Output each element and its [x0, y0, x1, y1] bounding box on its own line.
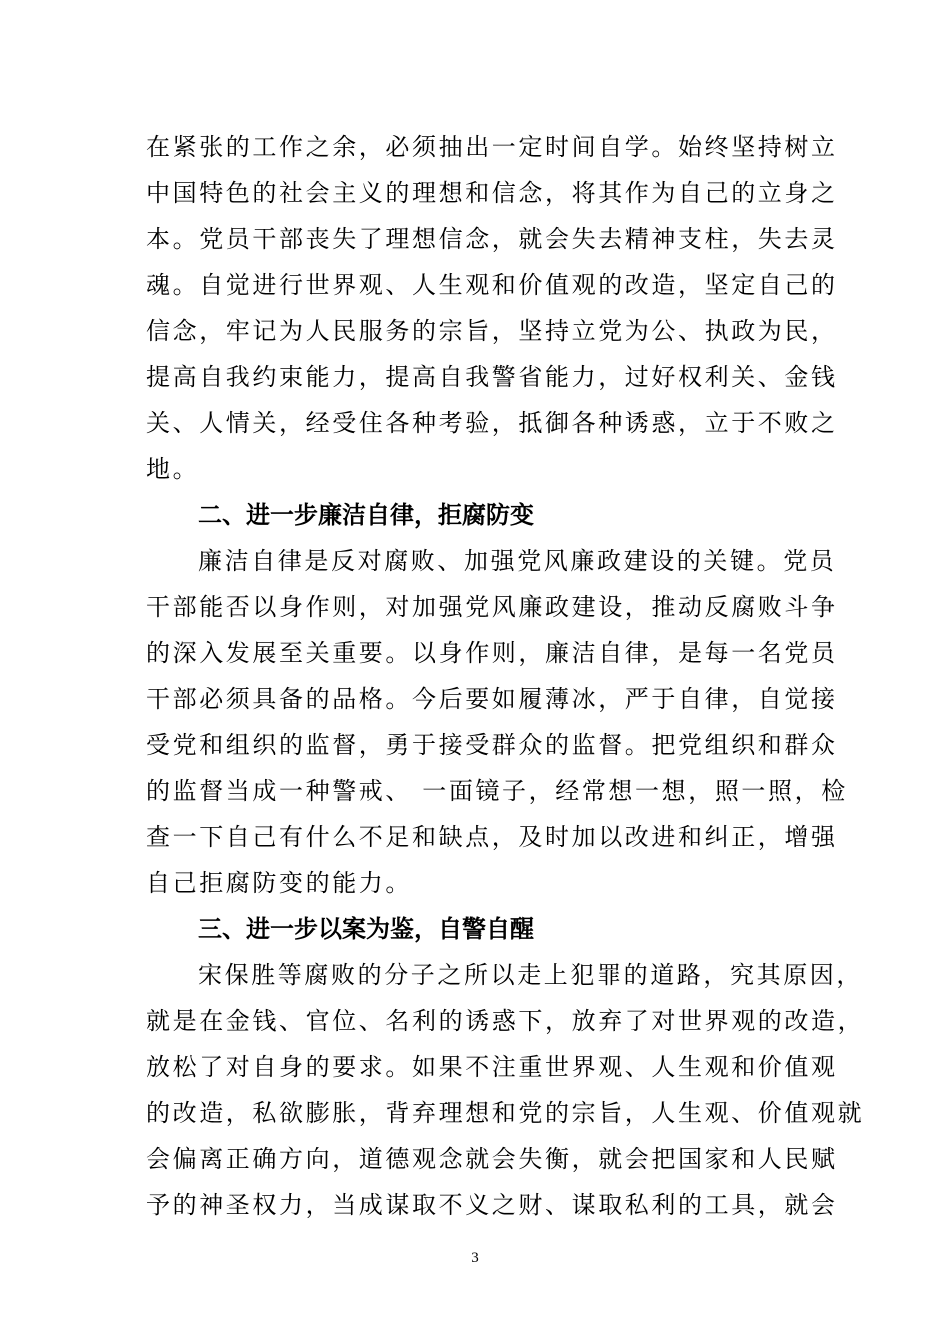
text-line: 自己拒腐防变的能力。: [146, 869, 412, 897]
text-line: 的监督当成一种警戒、 一面镜子，经常想一想，照一照，检: [146, 777, 848, 805]
text-line: 中国特色的社会主义的理想和信念，将其作为自己的立身之: [146, 179, 838, 207]
section-heading-2: 二、进一步廉洁自律，拒腐防变: [198, 501, 534, 529]
text-line: 地。: [146, 455, 200, 483]
text-line: 的深入发展至关重要。以身作则，廉洁自律，是每一名党员: [146, 639, 838, 667]
paragraph-section1-tail: [146, 124, 838, 492]
section-heading-3: 三、进一步以案为鉴，自警自醒: [198, 915, 534, 943]
text-line: 本。党员干部丧失了理想信念，就会失去精神支柱，失去灵: [146, 225, 838, 253]
text-line: 受党和组织的监督，勇于接受群众的监督。把党组织和群众: [146, 731, 838, 759]
text-line: 干部必须具备的品格。今后要如履薄冰，严于自律，自觉接: [146, 685, 838, 713]
text-line: 予的神圣权力，当成谋取不义之财、谋取私利的工具，就会: [146, 1191, 838, 1219]
text-line: 信念，牢记为人民服务的宗旨，坚持立党为公、执政为民，: [146, 317, 838, 345]
text-line: 的改造，私欲膨胀，背弃理想和党的宗旨，人生观、价值观就: [146, 1099, 865, 1127]
page-number: 3: [471, 1250, 479, 1266]
text-line: 会偏离正确方向，道德观念就会失衡，就会把国家和人民赋: [146, 1145, 838, 1173]
text-line: 廉洁自律是反对腐败、加强党风廉政建设的关键。党员: [198, 547, 837, 575]
text-line: 放松了对自身的要求。如果不注重世界观、人生观和价值观: [146, 1053, 838, 1081]
text-line: 在紧张的工作之余，必须抽出一定时间自学。始终坚持树立: [146, 133, 838, 161]
text-line: 提高自我约束能力，提高自我警省能力，过好权利关、金钱: [146, 363, 838, 391]
document-body: [146, 124, 865, 1228]
text-line: 就是在金钱、官位、名利的诱惑下，放弃了对世界观的改造，: [146, 1007, 865, 1035]
text-line: 宋保胜等腐败的分子之所以走上犯罪的道路，究其原因，: [198, 961, 863, 989]
text-line: 关、人情关，经受住各种考验，抵御各种诱惑，立于不败之: [146, 409, 838, 437]
paragraph-section3: [146, 952, 865, 1228]
text-line: 干部能否以身作则，对加强党风廉政建设，推动反腐败斗争: [146, 593, 838, 621]
text-line: 查一下自己有什么不足和缺点，及时加以改进和纠正，增强: [146, 823, 838, 851]
paragraph-section2: [146, 538, 848, 906]
text-line: 魂。自觉进行世界观、人生观和价值观的改造，坚定自己的: [146, 271, 838, 299]
